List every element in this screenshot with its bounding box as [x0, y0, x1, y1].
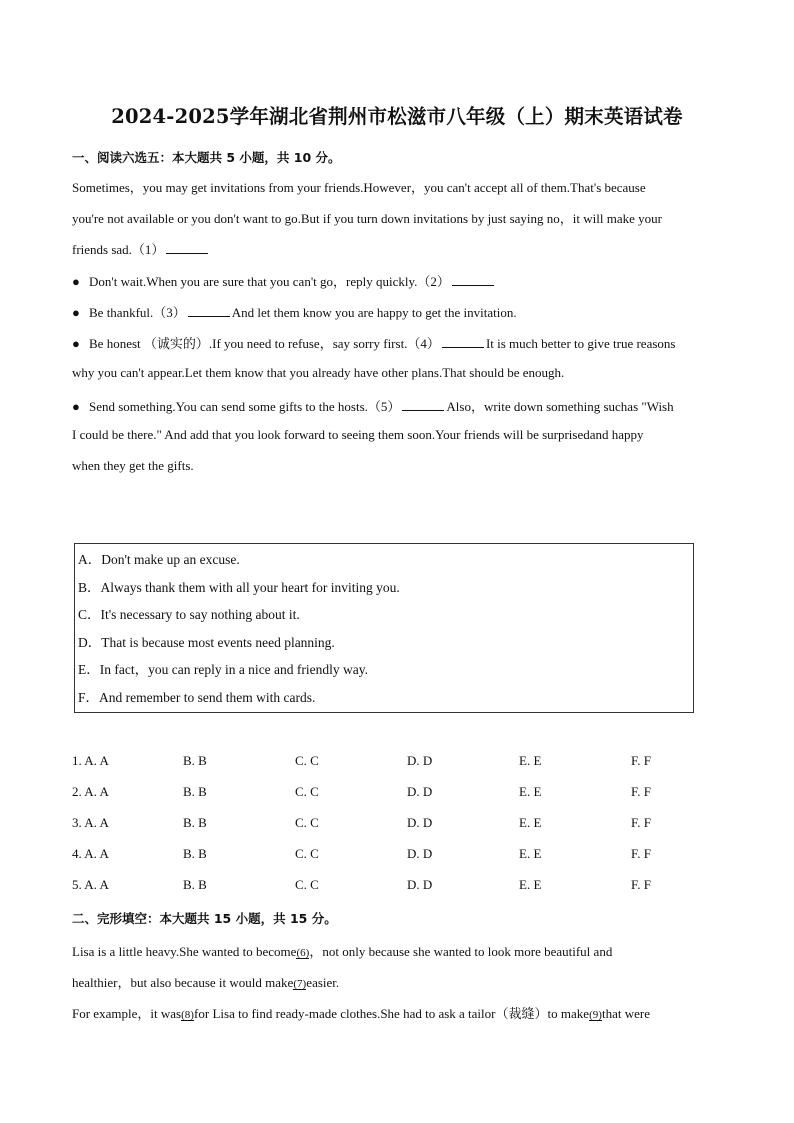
answer-blank-2[interactable]: [452, 275, 494, 286]
choice-a[interactable]: 1. A. A: [72, 753, 109, 768]
passage-line: I could be there." And add that you look forward to seeing them soon.Your friends will be surprisedand happy: [72, 427, 644, 442]
choice-a[interactable]: 5. A. A: [72, 877, 109, 892]
bullet-icon: ●: [72, 305, 80, 320]
option-b: B．Always thank them with all your heart for inviting you.: [78, 580, 400, 595]
cloze-blank-9[interactable]: (9): [589, 1009, 602, 1021]
answer-blank-3[interactable]: [188, 306, 230, 317]
options-box: [74, 543, 694, 713]
option-f: F．And remember to send them with cards.: [78, 690, 316, 705]
choice-f[interactable]: F. F: [631, 877, 651, 892]
choice-b[interactable]: B. B: [183, 784, 207, 799]
choice-d[interactable]: D. D: [407, 753, 433, 768]
choice-c[interactable]: C. C: [295, 753, 319, 768]
choice-a[interactable]: 2. A. A: [72, 784, 109, 799]
choice-d[interactable]: D. D: [407, 815, 433, 830]
section-2-heading: 二、完形填空：本大题共 15 小题，共 15 分。: [72, 911, 337, 926]
bullet-line: ● Be honest （诚实的）.If you need to refuse，say sorry first.（4） It is much better to give true reasons: [72, 336, 676, 351]
choice-d[interactable]: D. D: [407, 784, 433, 799]
page-title: 2024-2025学年湖北省荆州市松滋市八年级（上）期末英语试卷: [111, 105, 683, 128]
choice-b[interactable]: B. B: [183, 753, 207, 768]
choice-c[interactable]: C. C: [295, 877, 319, 892]
option-e: E．In fact，you can reply in a nice and friendly way.: [78, 662, 369, 677]
section-1-heading: 一、阅读六选五：本大题共 5 小题，共 10 分。: [72, 150, 341, 165]
bullet-line: ● Be thankful.（3） And let them know you are happy to get the invitation.: [72, 305, 517, 320]
choice-c[interactable]: C. C: [295, 846, 319, 861]
choice-e[interactable]: E. E: [519, 753, 542, 768]
passage-line: Sometimes，you may get invitations from your friends.However，you can't accept all of them.That's because: [72, 180, 646, 195]
question-row-5: [72, 877, 672, 895]
bullet-line: ● Don't wait.When you are sure that you can't go，reply quickly.（2）: [72, 271, 722, 290]
bullet-icon: ●: [72, 336, 80, 351]
choice-d[interactable]: D. D: [407, 846, 433, 861]
answer-blank-5[interactable]: [402, 400, 444, 411]
choice-f[interactable]: F. F: [631, 846, 651, 861]
passage-line: friends sad.（1）: [72, 239, 722, 258]
option-c: C．It's necessary to say nothing about it.: [78, 607, 300, 622]
question-row-4: [72, 846, 672, 864]
passage-line: Lisa is a little heavy.She wanted to become(6)，not only because she wanted to look more beautiful and: [72, 944, 613, 959]
cloze-blank-8[interactable]: (8): [181, 1009, 194, 1021]
passage-line: healthier，but also because it would make(7)easier.: [72, 975, 340, 990]
choice-a[interactable]: 4. A. A: [72, 846, 109, 861]
choice-f[interactable]: F. F: [631, 815, 651, 830]
cloze-blank-7[interactable]: (7): [293, 978, 307, 990]
choice-b[interactable]: B. B: [183, 846, 207, 861]
choice-b[interactable]: B. B: [183, 815, 207, 830]
choice-d[interactable]: D. D: [407, 877, 433, 892]
choice-f[interactable]: F. F: [631, 784, 651, 799]
bullet-icon: ●: [72, 399, 80, 414]
choice-e[interactable]: E. E: [519, 846, 542, 861]
question-row-1: [72, 753, 672, 771]
passage-line: For example，it was(8)for Lisa to find ready-made clothes.She had to ask a tailor（裁缝）to make(9)that were: [72, 1006, 651, 1021]
choice-e[interactable]: E. E: [519, 784, 542, 799]
question-row-3: [72, 815, 672, 833]
choice-f[interactable]: F. F: [631, 753, 651, 768]
choice-a[interactable]: 3. A. A: [72, 815, 109, 830]
passage-line: why you can't appear.Let them know that you already have other plans.That should be enough.: [72, 365, 565, 380]
passage-line: when they get the gifts.: [72, 458, 194, 473]
choice-c[interactable]: C. C: [295, 784, 319, 799]
choice-e[interactable]: E. E: [519, 815, 542, 830]
question-row-2: [72, 784, 672, 802]
option-d: D．That is because most events need planning.: [78, 635, 335, 650]
choice-e[interactable]: E. E: [519, 877, 542, 892]
choice-c[interactable]: C. C: [295, 815, 319, 830]
answer-blank-1[interactable]: [166, 243, 208, 254]
passage-line: you're not available or you don't want to go.But if you turn down invitations by just saying no，it will make your: [72, 211, 662, 226]
cloze-blank-6[interactable]: (6): [296, 947, 310, 959]
bullet-icon: ●: [72, 274, 80, 289]
option-a: A．Don't make up an excuse.: [78, 552, 240, 567]
answer-blank-4[interactable]: [442, 337, 484, 348]
bullet-line: ● Send something.You can send some gifts to the hosts.（5） Also，write down something suchas "Wish: [72, 399, 674, 414]
choice-b[interactable]: B. B: [183, 877, 207, 892]
